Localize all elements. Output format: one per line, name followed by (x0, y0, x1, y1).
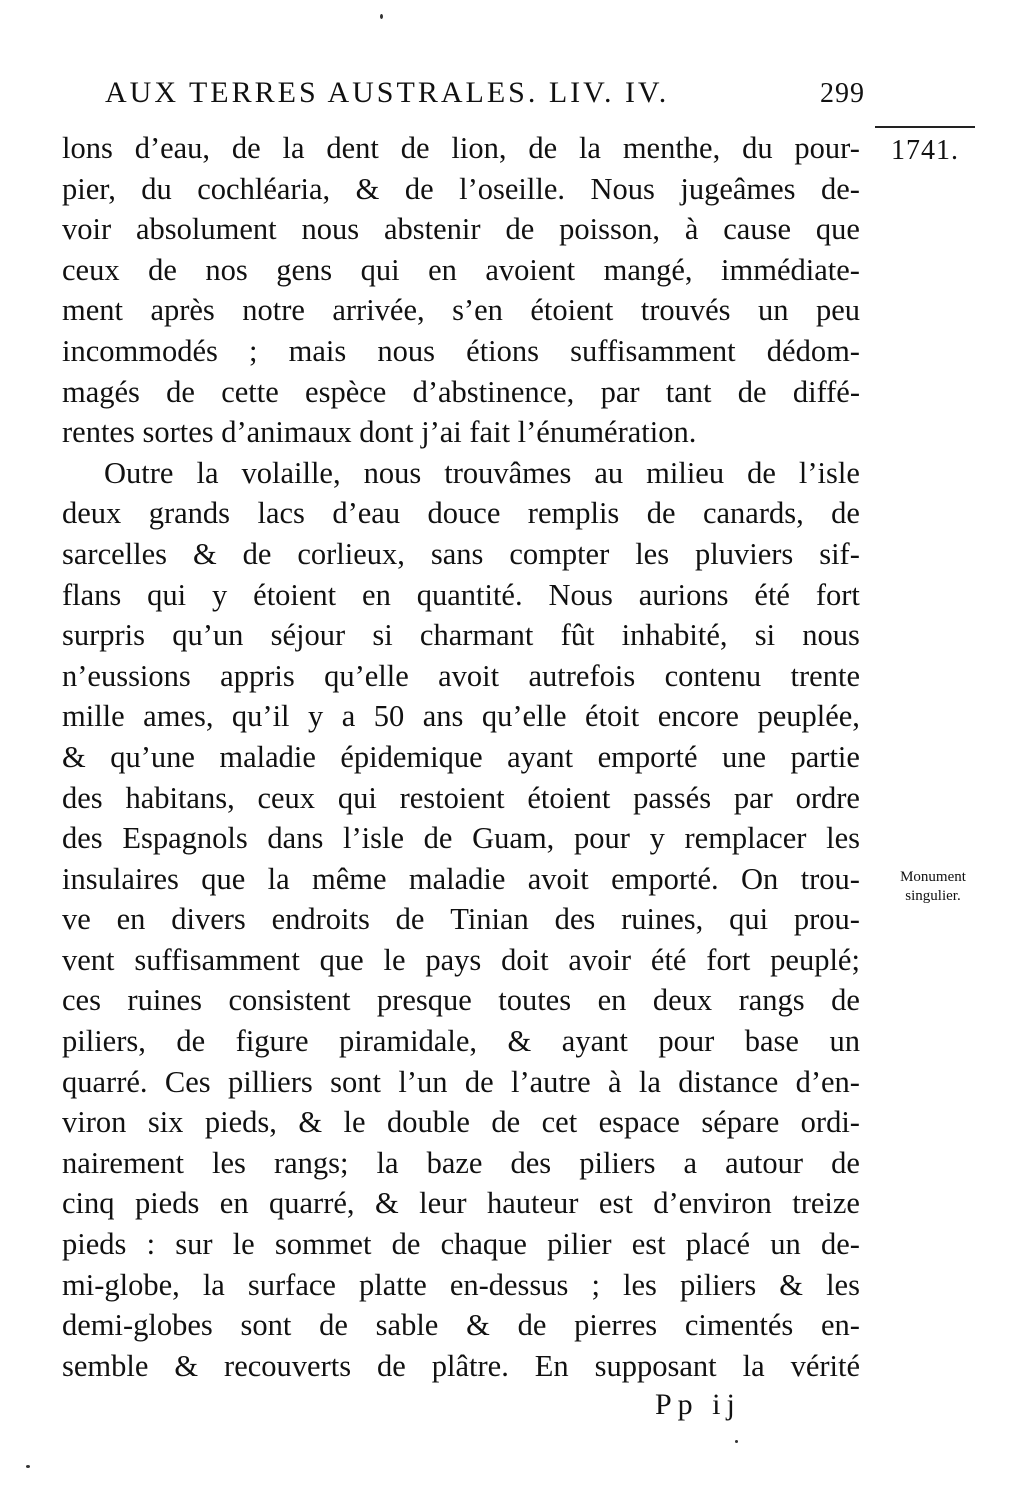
margin-note-line-1: Monument (900, 869, 966, 885)
text-line: voir absolument nous abstenir de poisson, à cause que (62, 212, 860, 247)
body-text (62, 128, 860, 1386)
text-line: des habitans, ceux qui restoient étoient passés par ordre (62, 780, 860, 815)
text-line: nairement les rangs; la baze des piliers a autour de (62, 1145, 860, 1180)
text-line: incommodés ; mais nous étions suffisamment dédom- (62, 333, 860, 368)
text-line: rentes sortes d’animaux dont j’ai fait l’énumération. (62, 415, 697, 450)
text-line: viron six pieds, & le double de cet espace sépare ordi- (62, 1105, 860, 1140)
ink-speck (735, 1440, 738, 1443)
text-line: mi-globe, la surface platte en-dessus ; les piliers & les (62, 1267, 860, 1302)
text-line: ve en divers endroits de Tinian des ruines, qui prou- (62, 902, 860, 937)
margin-note (868, 868, 998, 906)
text-line: ceux de nos gens qui en avoient mangé, immédiate- (62, 252, 860, 287)
margin-note-line-2: singulier. (905, 888, 961, 904)
text-line: lons d’eau, de la dent de lion, de la menthe, du pour- (62, 131, 860, 165)
margin-rule (875, 126, 975, 128)
running-head (105, 76, 865, 116)
text-line: n’eussions appris qu’elle avoit autrefois contenu trente (62, 658, 860, 693)
text-line: magés de cette espèce d’abstinence, par tant de diffé- (62, 374, 860, 409)
text-line: & qu’une maladie épidemique ayant emporté une partie (62, 739, 860, 774)
text-line: ment après notre arrivée, s’en étoient trouvés un peu (62, 293, 860, 328)
text-line: mille ames, qu’il y a 50 ans qu’elle étoit encore peuplée, (62, 699, 860, 734)
text-line: cinq pieds en quarré, & leur hauteur est d’environ treize (62, 1186, 860, 1221)
text-line: sarcelles & de corlieux, sans compter les pluviers sif- (62, 536, 860, 571)
text-line: pieds : sur le sommet de chaque pilier est placé un de- (62, 1227, 860, 1262)
ink-speck (26, 1465, 30, 1468)
page-number: 299 (820, 78, 865, 109)
text-line: surpris qu’un séjour si charmant fût inhabité, si nous (62, 618, 860, 653)
text-line: pier, du cochléaria, & de l’oseille. Nous jugeâmes de- (62, 171, 860, 206)
text-line: demi-globes sont de sable & de pierres cimentés en- (62, 1308, 860, 1343)
running-head-title: AUX TERRES AUSTRALES. LIV. IV. (105, 76, 670, 109)
text-line: vent suffisamment que le pays doit avoir été fort peuplé; (62, 942, 860, 977)
text-line: semble & recouverts de plâtre. En supposant la vérité (62, 1348, 860, 1383)
text-line: Outre la volaille, nous trouvâmes au milieu de l’isle (104, 455, 860, 490)
text-line: insulaires que la même maladie avoit emporté. On trou- (62, 861, 860, 896)
signature-mark: Pp ij (655, 1388, 741, 1421)
text-line: des Espagnols dans l’isle de Guam, pour y remplacer les (62, 821, 860, 856)
text-line: ces ruines consistent presque toutes en deux rangs de (62, 983, 860, 1018)
text-line: flans qui y étoient en quantité. Nous aurions été fort (62, 577, 860, 612)
ink-speck (380, 14, 383, 19)
margin-year: 1741. (891, 135, 959, 166)
text-line: deux grands lacs d’eau douce remplis de canards, de (62, 496, 860, 531)
text-line: quarré. Ces pilliers sont l’un de l’autre à la distance d’en- (62, 1064, 860, 1099)
text-line: piliers, de figure piramidale, & ayant pour base un (62, 1024, 860, 1059)
